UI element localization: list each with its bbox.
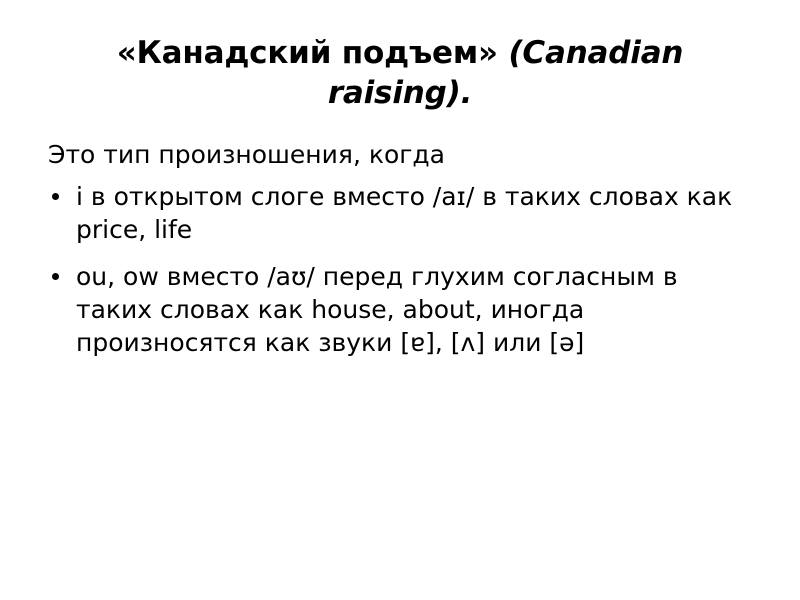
list-item — [42, 180, 760, 246]
list-item — [42, 260, 760, 359]
page-title-cyrillic: «Канадский подъем» — [116, 35, 509, 71]
list-item-text: ou, ow вместо /aʊ/ перед глухим согласным в таких словах как house, about, иногда произносятся как звуки [ɐ], [ʌ] или [ə] — [76, 261, 678, 357]
page-title — [50, 34, 750, 113]
lead-paragraph: Это тип произношения, когда — [48, 140, 445, 170]
slide-body — [40, 139, 760, 359]
list-item-text: i в открытом слоге вместо /aɪ/ в таких словах как price, life — [76, 181, 733, 244]
page-title-latin: (Canadian raising). — [327, 35, 684, 111]
bullet-list — [42, 180, 760, 359]
